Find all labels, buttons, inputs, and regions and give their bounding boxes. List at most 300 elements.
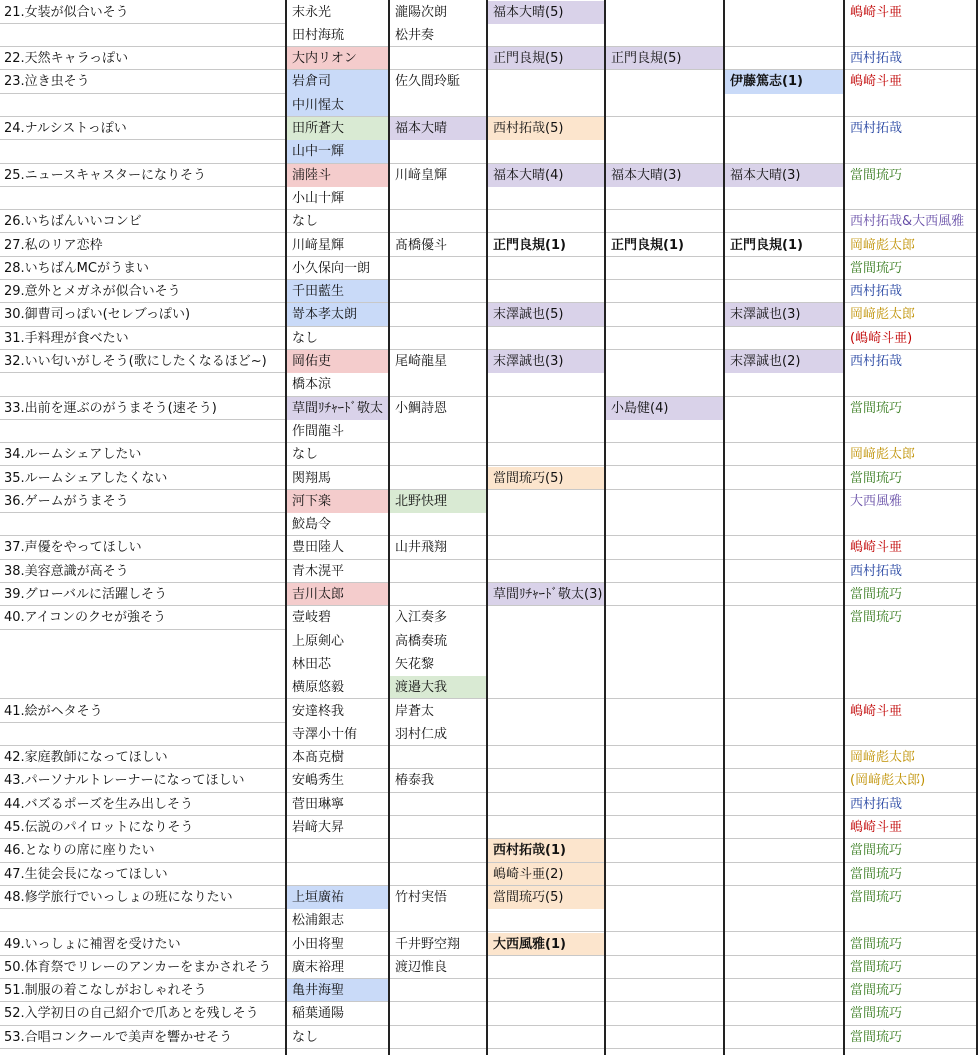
vote-cell[interactable] [488, 979, 604, 1002]
vote-cell[interactable] [725, 560, 843, 583]
vote-cell[interactable] [606, 863, 723, 886]
result-cell[interactable]: 西村拓哉 [850, 354, 903, 369]
vote-cell[interactable] [488, 723, 604, 746]
name-cell[interactable]: 河下楽 [287, 490, 388, 513]
vote-cell[interactable] [606, 373, 723, 396]
name-cell[interactable]: 岩倉司 [287, 70, 388, 93]
name-cell[interactable]: 福本大晴 [390, 117, 486, 140]
vote-cell[interactable] [725, 933, 843, 956]
name-cell[interactable]: なし [287, 443, 388, 466]
vote-cell[interactable]: 西村拓哉(1) [488, 839, 604, 862]
name-cell[interactable] [390, 257, 486, 280]
result-cell[interactable]: 當間琉巧 [845, 956, 978, 979]
vote-cell[interactable] [606, 816, 723, 839]
result-cell[interactable] [845, 373, 978, 396]
question-cell[interactable]: 30.御曹司っぽい(セレブっぽい) [0, 303, 285, 326]
vote-cell[interactable]: 末澤誠也(3) [725, 303, 843, 326]
vote-cell[interactable]: 正門良規(1) [488, 234, 604, 257]
vote-cell[interactable] [725, 140, 843, 163]
question-cell[interactable]: 24.ナルシストっぽい [0, 117, 285, 140]
vote-cell[interactable]: 伊藤篤志(1) [725, 70, 843, 93]
name-cell[interactable]: 羽村仁成 [390, 723, 486, 746]
question-cell[interactable]: 31.手料理が食べたい [0, 327, 285, 350]
vote-cell[interactable] [725, 536, 843, 559]
name-cell[interactable] [390, 979, 486, 1002]
name-cell[interactable] [390, 140, 486, 163]
name-cell[interactable]: 小田将聖 [287, 933, 388, 956]
vote-cell[interactable] [606, 630, 723, 653]
question-cell[interactable]: 35.ルームシェアしたくない [0, 467, 285, 490]
name-cell[interactable]: なし [287, 327, 388, 350]
name-cell[interactable] [390, 746, 486, 769]
name-cell[interactable] [390, 816, 486, 839]
question-cell[interactable]: 32.いい匂いがしそう(歌にしたくなるほど~) [0, 350, 285, 373]
name-cell[interactable] [390, 909, 486, 932]
question-cell[interactable]: 34.ルームシェアしたい [0, 443, 285, 466]
vote-cell[interactable] [725, 816, 843, 839]
name-cell[interactable]: 亀井海聖 [287, 979, 388, 1002]
vote-cell[interactable] [725, 373, 843, 396]
vote-cell[interactable] [725, 676, 843, 699]
name-cell[interactable]: なし [287, 210, 388, 233]
name-cell[interactable] [390, 210, 486, 233]
result-cell[interactable] [845, 140, 978, 163]
vote-cell[interactable] [606, 303, 723, 326]
result-cell[interactable] [845, 676, 978, 699]
name-cell[interactable]: 田村海琉 [287, 24, 388, 47]
vote-cell[interactable] [606, 956, 723, 979]
result-cell[interactable]: 西村拓哉 [845, 793, 978, 816]
result-cell[interactable]: 當間琉巧 [845, 583, 978, 606]
vote-cell[interactable] [488, 909, 604, 932]
vote-cell[interactable] [606, 746, 723, 769]
vote-cell[interactable] [725, 839, 843, 862]
vote-cell[interactable] [606, 839, 723, 862]
name-cell[interactable]: 岸蒼太 [395, 703, 435, 719]
question-cell[interactable]: 50.体育祭でリレーのアンカーをまかされそう [0, 956, 285, 979]
vote-cell[interactable] [606, 606, 723, 629]
name-cell[interactable]: 本髙克樹 [287, 746, 388, 769]
result-cell[interactable] [845, 653, 978, 676]
result-cell[interactable]: 當間琉巧 [845, 933, 978, 956]
name-cell[interactable]: 髙橋優斗 [390, 234, 486, 257]
vote-cell[interactable] [725, 513, 843, 536]
name-cell[interactable]: 横原悠毅 [287, 676, 388, 699]
name-cell[interactable]: 青木滉平 [287, 560, 388, 583]
vote-cell[interactable] [725, 956, 843, 979]
question-cell[interactable] [0, 140, 285, 163]
name-cell[interactable]: 菅田琳寧 [287, 793, 388, 816]
name-cell[interactable]: 岡佑吏 [287, 350, 388, 373]
vote-cell[interactable] [488, 630, 604, 653]
result-cell[interactable]: 當間琉巧 [850, 889, 903, 905]
vote-cell[interactable] [488, 956, 604, 979]
vote-cell[interactable]: 正門良規(5) [606, 47, 723, 70]
name-cell[interactable]: 豊田陸人 [287, 536, 388, 559]
vote-cell[interactable] [488, 397, 604, 420]
name-cell[interactable]: 松井奏 [390, 24, 486, 47]
vote-cell[interactable]: 福本大晴(3) [606, 164, 723, 187]
vote-cell[interactable]: 末澤誠也(5) [488, 303, 604, 326]
vote-cell[interactable] [606, 700, 723, 723]
vote-cell[interactable] [725, 47, 843, 70]
vote-cell[interactable] [488, 560, 604, 583]
vote-cell[interactable]: 正門良規(5) [488, 47, 604, 70]
vote-cell[interactable] [606, 257, 723, 280]
result-cell[interactable]: 大西風雅 [850, 493, 903, 509]
vote-cell[interactable] [725, 700, 843, 723]
vote-cell[interactable] [488, 1026, 604, 1049]
question-cell[interactable]: 40.アイコンのクセが強そう [0, 606, 285, 629]
name-cell[interactable] [390, 303, 486, 326]
name-cell[interactable]: 上原剣心 [292, 633, 345, 649]
vote-cell[interactable] [488, 536, 604, 559]
name-cell[interactable]: 松浦銀志 [287, 909, 388, 932]
result-cell[interactable] [845, 723, 978, 746]
question-cell[interactable]: 48.修学旅行でいっしょの班になりたい [0, 886, 285, 909]
name-cell[interactable] [390, 47, 486, 70]
vote-cell[interactable] [488, 746, 604, 769]
result-cell[interactable]: 西村拓哉 [845, 280, 978, 303]
name-cell[interactable]: 小久保向一朗 [287, 257, 388, 280]
name-cell[interactable] [390, 373, 486, 396]
vote-cell[interactable] [488, 94, 604, 117]
vote-cell[interactable] [488, 70, 604, 93]
vote-cell[interactable] [606, 327, 723, 350]
name-cell[interactable]: 佐久間玲駈 [395, 74, 461, 90]
name-cell[interactable]: 北野快理 [390, 490, 486, 513]
question-cell[interactable]: 44.バズるポーズを生み出しそう [0, 793, 285, 816]
vote-cell[interactable] [606, 536, 723, 559]
vote-cell[interactable] [725, 653, 843, 676]
name-cell[interactable]: 入江奏多 [395, 610, 448, 626]
name-cell[interactable] [390, 327, 486, 350]
result-cell[interactable] [845, 420, 978, 443]
name-cell[interactable]: 千田藍生 [287, 280, 388, 303]
vote-cell[interactable] [725, 863, 843, 886]
vote-cell[interactable] [725, 257, 843, 280]
vote-cell[interactable] [725, 746, 843, 769]
question-cell[interactable]: 53.合唱コンクールで美声を響かせそう [0, 1026, 285, 1049]
result-cell[interactable]: 當間琉巧 [850, 400, 903, 416]
vote-cell[interactable] [606, 117, 723, 140]
vote-cell[interactable] [725, 1026, 843, 1049]
name-cell[interactable]: 小鯛詩恩 [395, 400, 448, 416]
question-cell[interactable]: 33.出前を運ぶのがうまそう(速そう) [0, 397, 285, 420]
vote-cell[interactable] [606, 350, 723, 373]
question-cell[interactable]: 37.声優をやってほしい [0, 536, 285, 559]
result-cell[interactable] [845, 909, 978, 932]
name-cell[interactable]: 安嶋秀生 [287, 769, 388, 792]
question-cell[interactable]: 51.制服の着こなしがおしゃれそう [0, 979, 285, 1002]
vote-cell[interactable]: 正門良規(1) [725, 234, 843, 257]
name-cell[interactable]: 岩﨑大昇 [287, 816, 388, 839]
vote-cell[interactable] [725, 397, 843, 420]
vote-cell[interactable] [488, 676, 604, 699]
vote-cell[interactable] [606, 769, 723, 792]
vote-cell[interactable] [725, 117, 843, 140]
vote-cell[interactable] [725, 443, 843, 466]
vote-cell[interactable] [488, 1002, 604, 1025]
name-cell[interactable]: 山井飛翔 [390, 536, 486, 559]
question-cell[interactable] [0, 420, 285, 443]
result-cell[interactable]: 岡﨑彪太郎 [845, 443, 978, 466]
name-cell[interactable]: 上垣廣祐 [287, 886, 388, 909]
vote-cell[interactable]: 末澤誠也(3) [488, 350, 604, 373]
vote-cell[interactable] [725, 1002, 843, 1025]
question-cell[interactable] [0, 24, 285, 47]
name-cell[interactable]: 嵜本孝太朗 [287, 303, 388, 326]
vote-cell[interactable] [606, 1, 723, 24]
vote-cell[interactable] [488, 24, 604, 47]
result-cell[interactable]: 當間琉巧 [845, 467, 978, 490]
result-cell[interactable] [845, 94, 978, 117]
question-cell[interactable] [0, 513, 285, 536]
result-cell[interactable]: 岡﨑彪太郎 [845, 746, 978, 769]
question-cell[interactable]: 21.女装が似合いそう [0, 1, 285, 24]
vote-cell[interactable] [488, 280, 604, 303]
vote-cell[interactable]: 福本大晴(3) [725, 164, 843, 187]
question-cell[interactable]: 29.意外とメガネが似合いそう [0, 280, 285, 303]
vote-cell[interactable]: 大西風雅(1) [488, 933, 604, 956]
name-cell[interactable]: 関翔馬 [287, 467, 388, 490]
vote-cell[interactable] [606, 793, 723, 816]
vote-cell[interactable] [725, 280, 843, 303]
vote-cell[interactable] [725, 606, 843, 629]
vote-cell[interactable] [488, 653, 604, 676]
vote-cell[interactable] [725, 793, 843, 816]
vote-cell[interactable]: 福本大晴(4) [488, 164, 604, 187]
result-cell[interactable] [845, 187, 978, 210]
vote-cell[interactable] [606, 1026, 723, 1049]
vote-cell[interactable] [606, 467, 723, 490]
result-cell[interactable]: 西村拓哉&大西風雅 [845, 210, 978, 233]
result-cell[interactable]: 岡﨑彪太郎 [845, 303, 978, 326]
question-cell[interactable] [0, 373, 285, 396]
name-cell[interactable] [390, 863, 486, 886]
name-cell[interactable] [390, 280, 486, 303]
name-cell[interactable]: 林田芯 [292, 656, 332, 672]
question-cell[interactable] [0, 630, 285, 653]
question-cell[interactable]: 52.入学初日の自己紹介で爪あとを残しそう [0, 1002, 285, 1025]
name-cell[interactable]: 高橋奏琉 [395, 633, 448, 649]
vote-cell[interactable] [488, 606, 604, 629]
question-cell[interactable]: 22.天然キャラっぽい [0, 47, 285, 70]
name-cell[interactable]: 中川惺太 [287, 94, 388, 117]
name-cell[interactable]: 川﨑皇輝 [395, 167, 448, 183]
name-cell[interactable] [390, 583, 486, 606]
vote-cell[interactable]: 西村拓哉(5) [488, 117, 604, 140]
vote-cell[interactable] [488, 210, 604, 233]
question-cell[interactable]: 23.泣き虫そう [0, 70, 285, 93]
question-cell[interactable]: 45.伝説のパイロットになりそう [0, 816, 285, 839]
question-cell[interactable] [0, 723, 285, 746]
name-cell[interactable]: 山中一輝 [287, 140, 388, 163]
vote-cell[interactable] [725, 490, 843, 513]
vote-cell[interactable] [725, 1, 843, 24]
result-cell[interactable]: (嶋崎斗亜) [845, 327, 978, 350]
name-cell[interactable]: 吉川太郎 [287, 583, 388, 606]
vote-cell[interactable] [725, 909, 843, 932]
vote-cell[interactable] [606, 187, 723, 210]
vote-cell[interactable]: 當間琉巧(5) [488, 886, 604, 909]
vote-cell[interactable] [606, 560, 723, 583]
vote-cell[interactable]: 福本大晴(5) [488, 1, 604, 24]
result-cell[interactable] [845, 24, 978, 47]
question-cell[interactable]: 39.グローバルに活躍しそう [0, 583, 285, 606]
vote-cell[interactable] [725, 630, 843, 653]
vote-cell[interactable]: 當間琉巧(5) [488, 467, 604, 490]
vote-cell[interactable] [606, 909, 723, 932]
question-cell[interactable]: 27.私のリア恋枠 [0, 234, 285, 257]
name-cell[interactable]: 橋本涼 [287, 373, 388, 396]
vote-cell[interactable]: 正門良規(1) [606, 234, 723, 257]
vote-cell[interactable] [725, 723, 843, 746]
vote-cell[interactable] [488, 793, 604, 816]
result-cell[interactable]: 嶋崎斗亜 [845, 816, 978, 839]
result-cell[interactable]: 當間琉巧 [845, 257, 978, 280]
vote-cell[interactable] [725, 210, 843, 233]
vote-cell[interactable]: 小島健(4) [606, 397, 723, 420]
name-cell[interactable]: 安達柊我 [292, 703, 345, 719]
name-cell[interactable]: 鮫島令 [287, 513, 388, 536]
result-cell[interactable]: 嶋崎斗亜 [850, 703, 903, 719]
vote-cell[interactable] [606, 653, 723, 676]
name-cell[interactable]: 川﨑星輝 [287, 234, 388, 257]
question-cell[interactable]: 36.ゲームがうまそう [0, 490, 285, 513]
vote-cell[interactable] [725, 327, 843, 350]
result-cell[interactable]: 當間琉巧 [845, 1002, 978, 1025]
result-cell[interactable]: 嶋崎斗亜 [850, 74, 903, 90]
vote-cell[interactable] [606, 140, 723, 163]
vote-cell[interactable] [488, 420, 604, 443]
name-cell[interactable] [287, 839, 388, 862]
result-cell[interactable]: 當間琉巧 [845, 979, 978, 1002]
vote-cell[interactable] [606, 94, 723, 117]
vote-cell[interactable] [725, 583, 843, 606]
vote-cell[interactable] [606, 210, 723, 233]
name-cell[interactable]: 渡辺惟良 [390, 956, 486, 979]
result-cell[interactable]: (岡﨑彪太郎) [845, 769, 978, 792]
vote-cell[interactable] [488, 513, 604, 536]
vote-cell[interactable] [488, 700, 604, 723]
question-cell[interactable]: 47.生徒会長になってほしい [0, 863, 285, 886]
name-cell[interactable] [390, 839, 486, 862]
name-cell[interactable]: 浦陸斗 [287, 164, 388, 187]
vote-cell[interactable] [488, 769, 604, 792]
vote-cell[interactable] [725, 979, 843, 1002]
name-cell[interactable] [390, 560, 486, 583]
result-cell[interactable]: 西村拓哉 [845, 560, 978, 583]
name-cell[interactable]: 寺澤小十侑 [287, 723, 388, 746]
vote-cell[interactable] [606, 723, 723, 746]
vote-cell[interactable]: 末澤誠也(2) [725, 350, 843, 373]
vote-cell[interactable] [606, 933, 723, 956]
name-cell[interactable]: なし [287, 1026, 388, 1049]
vote-cell[interactable] [725, 420, 843, 443]
vote-cell[interactable] [606, 443, 723, 466]
name-cell[interactable]: 作間龍斗 [287, 420, 388, 443]
name-cell[interactable] [390, 443, 486, 466]
question-cell[interactable]: 43.パーソナルトレーナーになってほしい [0, 769, 285, 792]
name-cell[interactable] [390, 420, 486, 443]
vote-cell[interactable] [606, 583, 723, 606]
vote-cell[interactable] [606, 70, 723, 93]
result-cell[interactable]: 嶋崎斗亜 [850, 4, 903, 20]
result-cell[interactable]: 當間琉巧 [845, 839, 978, 862]
vote-cell[interactable] [606, 979, 723, 1002]
vote-cell[interactable] [488, 443, 604, 466]
result-cell[interactable] [845, 630, 978, 653]
vote-cell[interactable] [725, 94, 843, 117]
vote-cell[interactable] [488, 816, 604, 839]
result-cell[interactable]: 嶋崎斗亜 [845, 536, 978, 559]
vote-cell[interactable]: 草間ﾘﾁｬｰﾄﾞ敬太(3) [488, 583, 604, 606]
vote-cell[interactable] [606, 420, 723, 443]
vote-cell[interactable] [488, 257, 604, 280]
question-cell[interactable]: 42.家庭教師になってほしい [0, 746, 285, 769]
name-cell[interactable] [390, 1026, 486, 1049]
vote-cell[interactable] [488, 140, 604, 163]
vote-cell[interactable] [725, 886, 843, 909]
name-cell[interactable]: 椿泰我 [390, 769, 486, 792]
name-cell[interactable]: 千井野空翔 [390, 933, 486, 956]
name-cell[interactable] [287, 863, 388, 886]
name-cell[interactable]: 尾崎龍星 [395, 354, 448, 369]
name-cell[interactable] [390, 793, 486, 816]
result-cell[interactable]: 當間琉巧 [845, 1026, 978, 1049]
question-cell[interactable]: 41.絵がヘタそう [0, 700, 285, 723]
vote-cell[interactable] [606, 24, 723, 47]
vote-cell[interactable] [606, 513, 723, 536]
vote-cell[interactable]: 嶋崎斗亜(2) [488, 863, 604, 886]
vote-cell[interactable] [606, 280, 723, 303]
vote-cell[interactable] [606, 886, 723, 909]
result-cell[interactable]: 當間琉巧 [850, 167, 903, 183]
result-cell[interactable]: 當間琉巧 [845, 863, 978, 886]
name-cell[interactable]: 壹岐碧 [292, 610, 332, 626]
question-cell[interactable] [0, 909, 285, 932]
question-cell[interactable]: 49.いっしょに補習を受けたい [0, 933, 285, 956]
question-cell[interactable] [0, 653, 285, 676]
name-cell[interactable] [390, 467, 486, 490]
name-cell[interactable] [390, 1002, 486, 1025]
name-cell[interactable]: 小山十輝 [287, 187, 388, 210]
name-cell[interactable]: 矢花黎 [395, 656, 435, 672]
name-cell[interactable]: 瀧陽次朗 [395, 4, 448, 20]
vote-cell[interactable] [606, 676, 723, 699]
question-cell[interactable] [0, 187, 285, 210]
vote-cell[interactable] [606, 490, 723, 513]
vote-cell[interactable] [725, 187, 843, 210]
result-cell[interactable] [845, 513, 978, 536]
name-cell[interactable] [390, 513, 486, 536]
name-cell[interactable]: 草間ﾘﾁｬｰﾄﾞ敬太 [287, 397, 388, 420]
vote-cell[interactable] [488, 373, 604, 396]
name-cell[interactable]: 廣末裕理 [287, 956, 388, 979]
question-cell[interactable]: 25.ニュースキャスターになりそう [0, 164, 285, 187]
question-cell[interactable]: 26.いちばんいいコンビ [0, 210, 285, 233]
name-cell[interactable]: 渡邉大我 [390, 676, 486, 699]
result-cell[interactable]: 西村拓哉 [850, 121, 903, 136]
name-cell[interactable]: 末永光 [292, 4, 332, 20]
result-cell[interactable]: 當間琉巧 [850, 610, 903, 626]
question-cell[interactable] [0, 94, 285, 117]
question-cell[interactable]: 46.となりの席に座りたい [0, 839, 285, 862]
vote-cell[interactable] [725, 467, 843, 490]
vote-cell[interactable] [488, 187, 604, 210]
name-cell[interactable]: 竹村実悟 [395, 889, 448, 905]
